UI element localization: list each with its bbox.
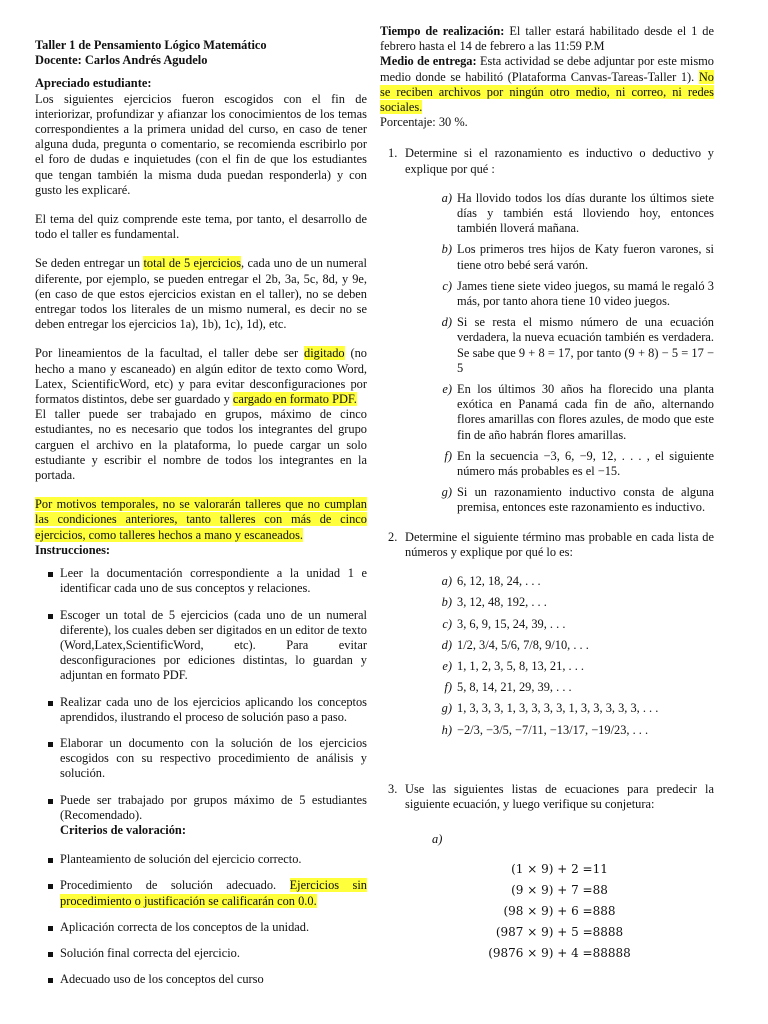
quiz-paragraph: El tema del quiz comprende este tema, por tanto, el desarrollo de todo el taller es fundamental.: [35, 212, 367, 242]
list-item: Adecuado uso de los conceptos del curso: [35, 972, 367, 987]
question-1-items: [405, 191, 714, 516]
question-1: 1. Determine si el razonamiento es inductivo o deductivo y explique por qué : a) Ha llovido todos los días durante los últimos siete días y también está lloviendo hoy, entonces también lloverá mañana. b) Los primeros tres hijos de Katy fueron varones, si tiene otro bebé será varón. c) James tiene siete video juegos, su mamá le regaló 3 más, por tanto ahora tiene 10 video juegos. d) Si se resta el mismo número de una ecuación verdadera, la nueva ecuación también es verdadera. Se sabe que 9 + 8 = 17, por tanto (9 + 8) − 5 = 17 − 5 e) En los últimos 30 años ha florecido una planta exótica en Panamá cada fin de año, alternando flores amarillas con flores azules, de modo que este fin de año habrán flores amarillas. f) En la secuencia −3, 6, −9, 12, . . . , el siguiente número más probables es el −15. g) Si un razonamiento inductivo consta de alguna premisa, entonces este razonamiento es inductivo.: [388, 146, 714, 515]
item-letter: b): [441, 242, 452, 257]
item-letter: g): [441, 485, 452, 500]
list-item: [432, 449, 714, 479]
question-3: 3. Use las siguientes listas de ecuaciones para predecir la siguiente ecuación, y luego verifique su conjetura: a) (1 × 9) + 2 =11 (9 × 9) + 7 =88 (98 × 9) + 6 =888 (987 × 9) + 5 =8888 (9876 × 9) + 4 =88888: [380, 782, 714, 965]
item-letter: f): [444, 448, 452, 463]
item-letter: b): [441, 595, 452, 610]
list-item: [432, 315, 714, 376]
document-title: Taller 1 de Pensamiento Lógico Matemático: [35, 38, 267, 52]
questions-list: [380, 146, 714, 964]
item-text: Ha llovido todos los días durante los últimos siete días y también está lloviendo hoy, entonces también lloverá mañana.: [457, 190, 714, 236]
equation: (987 × 9) + 5 =8888: [495, 925, 624, 940]
item-letter: g): [441, 701, 452, 716]
item-letter: h): [441, 722, 452, 737]
bullet-icon: [48, 858, 53, 863]
question-2-text: Determine el siguiente término mas probable en cada lista de números y explique por qué lo es:: [405, 529, 714, 559]
bullet-icon: [48, 701, 53, 706]
instructions-heading: Instrucciones:: [35, 542, 111, 557]
highlight-delivery: No se reciben archivos por ningún otro medio, ni correo, ni redes sociales.: [380, 69, 714, 115]
time-paragraph: Tiempo de realización: El taller estará habilitado desde el 1 de febrero hasta el 14 de febrero a las 11:59 P.M: [380, 24, 714, 54]
question-3-text: Use las siguientes listas de ecuaciones para predecir la siguiente ecuación, y luego verifique su conjetura:: [405, 781, 714, 811]
list-item: [432, 659, 714, 674]
teacher-name: Docente: Carlos Andrés Agudelo: [35, 53, 208, 68]
item-text: 1, 1, 2, 3, 5, 8, 13, 21, . . .: [457, 658, 585, 673]
item-text: Si un razonamiento inductivo consta de alguna premisa, entonces este razonamiento es inductivo.: [457, 485, 714, 515]
item-text: 5, 8, 14, 21, 29, 39, . . .: [457, 680, 572, 695]
list-item: [432, 680, 714, 695]
list-item: Procedimiento de solución adecuado. Ejercicios sin procedimiento o justificación se calificarán con 0.0.: [35, 878, 367, 908]
greeting: Apreciado estudiante:: [35, 76, 152, 91]
equation: (98 × 9) + 6 =888: [503, 904, 616, 919]
groups-paragraph: El taller puede ser trabajado en grupos, máximo de cinco estudiantes, no es necesario que todos los integrantes del grupo carguen el archivo en la plataforma, lo puede cargar un solo estudiante y escribir el nombre de todos los integrantes en la portada.: [35, 407, 367, 483]
bullet-icon: [48, 799, 53, 804]
bullet-icon: [48, 614, 53, 619]
bullet-icon: [48, 926, 53, 931]
highlight-pdf: cargado en formato PDF.: [232, 392, 357, 407]
list-item: [432, 595, 714, 610]
list-item: [432, 242, 714, 272]
bullet-icon: [48, 952, 53, 957]
highlight-warning: Por motivos temporales, no se valorarán talleres que no cumplan las condiciones anteriores, tanto talleres con más de cinco ejercicios, como talleres hechos a mano y escaneados.: [35, 497, 367, 542]
list-item: [432, 574, 714, 589]
item-letter: d): [441, 315, 452, 330]
list-item: Elaborar un documento con la solución de los ejercicios escogidos con su respectivo procedimiento de análisis y solución.: [35, 736, 367, 782]
item-text: 1, 3, 3, 3, 1, 3, 3, 3, 3, 1, 3, 3, 3, 3, 3, . . .: [457, 701, 659, 716]
highlight-digitado: digitado: [304, 346, 345, 361]
item-text: En la secuencia −3, 6, −9, 12, . . . , el siguiente número más probables es el −15.: [457, 448, 714, 479]
list-item: Puede ser trabajado por grupos máximo de 5 estudiantes (Recomendado). Criterios de valoración:: [35, 793, 367, 839]
item-text: En los últimos 30 años ha florecido una planta exótica en Panamá cada fin de año, alternando flores amarillas con flores azules, de modo que este fin de año habrán flores amarillas.: [457, 382, 714, 442]
question-2-items: [405, 574, 714, 738]
item-text: 3, 6, 9, 15, 24, 39, . . .: [457, 616, 566, 631]
item-letter: a): [441, 574, 452, 589]
item-letter: d): [441, 637, 452, 652]
item-text: Los primeros tres hijos de Katy fueron varones, si tiene otro bebé será varón.: [457, 242, 714, 272]
format-paragraph: Por lineamientos de la facultad, el taller debe ser digitado (no hecho a mano y escaneado) en algún editor de texto como Word, Latex, ScientificWord, etc) y para evitar desconfiguraciones por formatos distintos, debe ser guardado y cargado en formato PDF.: [35, 346, 367, 407]
list-item: Planteamiento de solución del ejercicio correcto.: [35, 852, 367, 867]
item-text: Si se resta el mismo número de una ecuación verdadera, la nueva ecuación también es verdadera. Se sabe que 9 + 8 = 17, por tanto (9 + 8) − 5 = 17 − 5: [457, 315, 714, 375]
list-item: [432, 279, 714, 309]
list-item: [432, 617, 714, 632]
question-3-sub-label: a): [432, 832, 443, 847]
equation: (1 × 9) + 2 =11: [511, 862, 608, 877]
item-letter: f): [444, 680, 452, 695]
item-text: 6, 12, 18, 24, . . .: [457, 574, 541, 589]
delivery-paragraph: Medio de entrega: Esta actividad se debe adjuntar por este mismo medio donde se habilitó (Plataforma Canvas-Tareas-Taller 1). No se reciben archivos por ningún otro medio, ni correo, ni redes sociales.: [380, 54, 714, 115]
highlight-procedure: Ejercicios sin procedimiento o justificación se calificarán con 0.0.: [60, 878, 367, 908]
highlight-total-exercises: total de 5 ejercicios: [143, 256, 242, 271]
list-item: Leer la documentación correspondiente a la unidad 1 e identificar cada uno de sus conceptos y relaciones.: [35, 566, 367, 596]
bullet-icon: [48, 572, 53, 577]
warning-paragraph: [35, 497, 367, 543]
equation: (9 × 9) + 7 =88: [511, 883, 608, 898]
list-item: [432, 191, 714, 237]
question-2: 2. Determine el siguiente término mas probable en cada lista de números y explique por qué lo es: a) 6, 12, 18, 24, . . . b) 3, 12, 48, 192, . . . c) 3, 6, 9, 15, 24, 39, . . . d) 1/2, 3/4, 5/6, 7/8, 9/10, . . . e) 1, 1, 2, 3, 5, 8, 13, 21, . . . f) 5, 8, 14, 21, 29, 39, . . . g) 1, 3, 3, 3, 1, 3, 3, 3, 3, 1, 3, 3, 3, 3, 3, . . . h) −2/3, −3/5, −7/11, −13/17, −19/23, . . .: [388, 529, 714, 737]
item-text: James tiene siete video juegos, su mamá le regaló 3 más, por tanto ahora tiene 10 video juegos.: [457, 278, 714, 309]
percentage: Porcentaje: 30 %.: [380, 115, 468, 130]
right-column: [380, 24, 714, 964]
item-text: 1/2, 3/4, 5/6, 7/8, 9/10, . . .: [457, 637, 589, 652]
list-item: Aplicación correcta de los conceptos de la unidad.: [35, 920, 367, 935]
list-item: [432, 723, 714, 738]
delivery-rules-paragraph: Se deden entregar un total de 5 ejercicios, cada uno de un numeral diferente, por ejemplo, se pueden entregar el 2b, 3a, 5c, 8d, y 9e, (en caso de que estos ejercicios existan en el taller), no se deben entregar todos los literales de un mismo numeral, es decir no se deben entregar los ejercicios 1a), 1b), 1c), 1d), etc.: [35, 256, 367, 332]
list-item: [432, 485, 714, 515]
criteria-list: [35, 852, 367, 987]
equation-list: [405, 859, 714, 964]
intro-paragraph: Los siguientes ejercicios fueron escogidos con el fin de interiorizar, profundizar y afianzar los conocimientos de los temas correspondientes a la primera unidad del curso, en caso de tener alguna duda, pregunta o comentario, se recomienda escribirlo por el foro de dudas e inquietudes (con el fin de que los estudiantes que tengan también la misma duda puedan responderla) y con gusto les explicaré.: [35, 91, 367, 197]
question-1-text: Determine si el razonamiento es inductivo o deductivo y explique por qué :: [405, 146, 714, 176]
bullet-icon: [48, 742, 53, 747]
bullet-icon: [48, 978, 53, 983]
item-text: 3, 12, 48, 192, . . .: [457, 595, 547, 610]
list-item: [432, 382, 714, 443]
item-text: −2/3, −3/5, −7/11, −13/17, −19/23, . . .: [457, 722, 649, 737]
item-letter: e): [442, 382, 452, 397]
bullet-icon: [48, 884, 53, 889]
list-item: Escoger un total de 5 ejercicios (cada uno de un numeral diferente), los cuales deben ser digitados en un editor de texto (Word,Latex,ScientificWord, etc). Para evitar desconfiguraciones por ediciones distintas, lo guardan y adjuntan en formato PDF.: [35, 608, 367, 684]
list-item: [432, 638, 714, 653]
list-item: Solución final correcta del ejercicio.: [35, 946, 367, 961]
item-letter: e): [442, 658, 452, 673]
list-item: [432, 701, 714, 716]
criteria-heading: Criterios de valoración:: [60, 822, 186, 837]
list-item: Realizar cada uno de los ejercicios aplicando los conceptos aprendidos, ilustrando el proceso de solución paso a paso.: [35, 695, 367, 725]
item-letter: a): [441, 190, 452, 205]
left-column: [35, 24, 367, 998]
equation: (9876 × 9) + 4 =88888: [488, 946, 631, 961]
item-letter: c): [442, 278, 452, 293]
item-letter: c): [442, 616, 452, 631]
instructions-list: [35, 566, 367, 838]
